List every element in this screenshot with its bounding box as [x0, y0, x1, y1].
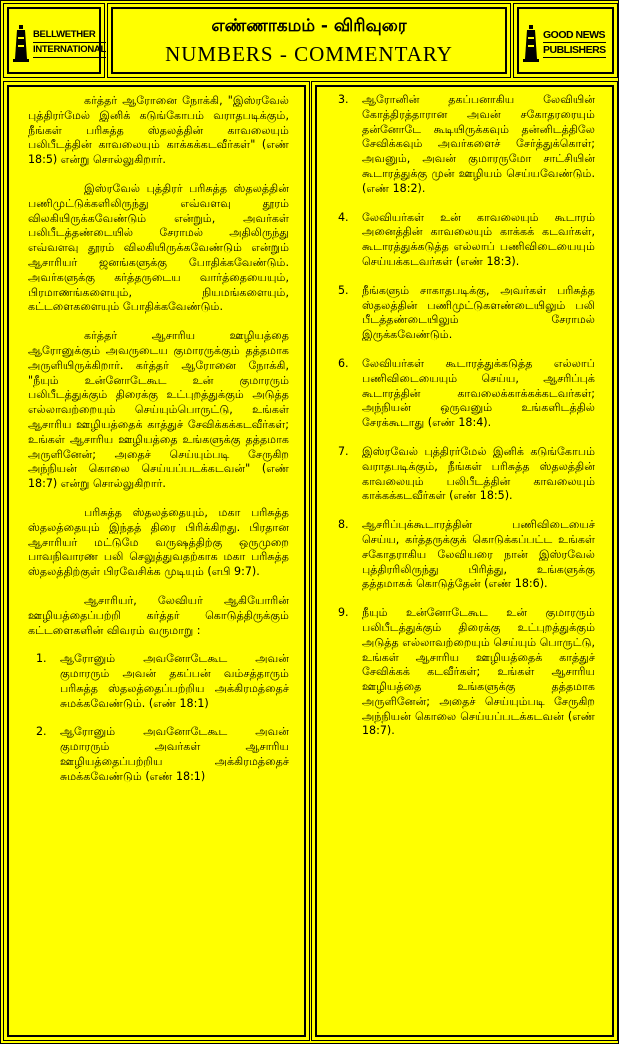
list-item-number: 4.: [338, 210, 349, 224]
good-news-line1: GOOD NEWS: [543, 28, 606, 41]
list-item-text: லேவியர்கள் கூடாரத்துக்கடுத்த எல்லாப் பணிவிடையையும் செய்ய, ஆசரிப்புக் கூடாரத்தின் காவலைக்காக்கக்கடவர்கள்; அந்நியன் ஒருவனும் உங்களிடத்தில் சேரக்கூடாது (எண் 18:4).: [362, 356, 595, 430]
list-item-text: ஆசரிப்புக்கூடாரத்தின் பணிவிடையைச் செய்ய, கர்த்தருக்குக் கொடுக்கப்பட்ட உங்கள் சகோதராகிய லேவியரை நான் இஸ்ரவேல் புத்திரரிலிருந்து பிரித்து, உங்களுக்கு தத்தமாகக் கொடுத்தேன் (எண் 18:6).: [362, 518, 595, 591]
list-item: [338, 211, 595, 270]
left-logo-box: [3, 3, 105, 78]
list-item: [338, 357, 595, 431]
paragraph: ஆசாரியர், லேவியர் ஆகியோரின் ஊழியத்தைப்பற்றி கர்த்தர் கொடுத்திருக்கும் கட்டளைகளின் விவரம் வருமாறு :: [28, 593, 289, 637]
list-item-number: 1.: [36, 652, 47, 666]
title-box: [107, 3, 511, 78]
paragraph: பரிசுத்த ஸ்தலத்தையும், மகா பரிசுத்த ஸ்தலத்தையும் இந்தத் திரை பிரிக்கிறது. பிரதான ஆசாரியர் மட்டுமே வருஷத்திற்கு ஒருமுறை பாவநிவாரண பலி செலுத்துவதற்காக மகா பரிசுத்த ஸ்தலத்திற்குள் பிரவேசிக்க முடியும் (எபி 9:7).: [28, 505, 289, 579]
header: [3, 3, 616, 78]
bellwether-logo: [12, 18, 106, 67]
lighthouse-icon: [522, 23, 540, 63]
list-item: [338, 93, 595, 197]
left-column-content: [28, 94, 289, 799]
list-item-number: 6.: [338, 356, 349, 370]
page-title-tamil: எண்ணாகமம் - விரிவுரை: [211, 16, 407, 36]
right-logo-box: [513, 3, 618, 78]
page-title-english: NUMBERS - COMMENTARY: [165, 42, 453, 66]
list-item: [338, 518, 595, 592]
duties-list-continued: [338, 93, 595, 739]
good-news-line2: PUBLISHERS: [543, 43, 606, 56]
left-column: [3, 81, 310, 1041]
list-item-number: 9.: [338, 606, 349, 620]
list-item: [338, 445, 595, 504]
list-item-text: லேவியர்கள் உன் காவலையும் கூடாரம் அனைத்தின் காவலையும் காக்கக் கடவர்கள், கூடாரத்துக்கடுத்த எல்லாப் பணிவிடையையும் செய்யக்கடவர்கள் (எண் 18:3).: [362, 210, 595, 268]
list-item: [338, 284, 595, 343]
list-item-number: 8.: [338, 518, 349, 532]
list-item-text: நீயும் உன்னோடேகூட உன் குமாரரும் பலிபீடத்துக்கும் திரைக்கு உட்புறத்துக்கும் அடுத்த எல்லாவற்றையும் செய்யும் பொருட்டு, உங்கள் ஆசாரிய ஊழியத்தைக் காத்துச் சேவிக்கக் கடவீர்கள்; உங்கள் ஆசாரிய ஊழியத்தை உங்களுக்கு தத்தமாக அருளினேன்; அதைச் செய்யும்படி சேருகிற அந்நியன் கொலை செய்யப்படக்கடவன் (எண் 18:7).: [362, 606, 595, 738]
list-item-number: 5.: [338, 283, 349, 297]
right-column: [311, 81, 618, 1041]
list-item-text: இஸ்ரவேல் புத்திரர்மேல் இனிக் கடுங்கோபம் வராதபடிக்கும், நீங்கள் பரிசுத்த ஸ்தலத்தின் காவலையும் பலிபீடத்தின் காவலையும் காக்கக்கடவீர்கள் (எண் 18:5).: [362, 444, 595, 503]
right-column-content: [338, 93, 595, 753]
list-item-text: நீங்களும் சாகாதபடிக்கு, அவர்கள் பரிசுத்த ஸ்தலத்தின் பணிமுட்டுகளண்டையிலும் பலி பீடத்தண்டையிலும் சேராமல் இருக்கவேண்டும்.: [362, 283, 595, 342]
list-item: [36, 725, 289, 784]
paragraph: கர்த்தர் ஆசாரிய ஊழியத்தை ஆரோனுக்கும் அவருடைய குமாரருக்கும் தத்தமாக அருளியிருக்கிறார். கர்த்தர் ஆரோனை நோக்கி, "நீயும் உன்னோடேகூட உன் குமாரரும் பலிபீடத்துக்கும் திரைக்கு உட்புறத்துக்கும் அடுத்த எல்லாவற்றையும் செய்யும்பொருட்டு, உங்கள் ஆசாரிய ஊழியத்தைக் காத்துச் சேவிக்கக்கடவீர்கள்; உங்கள் ஆசாரிய ஊழியத்தை உங்களுக்கு தத்தமாக அருளினேன்; அதைச் செய்யும்படி சேருகிற அந்நியன் கொலை செய்யப்படக்கடவன்" (எண் 18:7) என்று சொல்லுகிறார்.: [28, 329, 289, 491]
list-item-text: ஆரோனின் தகப்பனாகிய லேவியின் கோத்திரத்தாரான அவன் சகோதரரையும் தன்னோடே கூடியிருக்கவும் தன்னிடத்திலே சேவிக்கவும் அவர்களைச் சேர்த்துக்கொள்; அவனும், அவன் குமாரருமோ சாட்சியின் கூடாரத்துக்கு முன் ஊழியம் செய்யவேண்டும். (எண் 18:2).: [362, 93, 595, 195]
list-item-text: ஆரோனும் அவனோடேகூட அவன் குமாரரும் அவன் தகப்பன் வம்சத்தாரும் பரிசுத்த ஸ்தலத்தைப்பற்றிய அக்கிரமத்தைச் சுமக்கவேண்டும். (எண் 18:1): [60, 652, 289, 710]
bellwether-line2: INTERNATIONAL: [33, 43, 106, 58]
paragraph: கர்த்தர் ஆரோனை நோக்கி, "இஸ்ரவேல் புத்திரர்மேல் இனிக் கடுங்கோபம் வராதபடிக்கும், நீங்கள் பரிசுத்த ஸ்தலத்தின் காவலையும் பலிபீடத்தின் காவலையும் காக்கக்கடவீர்கள்" (எண் 18:5) என்று சொல்லுகிறார்.: [28, 94, 289, 167]
list-item-number: 7.: [338, 444, 349, 458]
list-item: [36, 652, 289, 711]
list-item: [338, 606, 595, 739]
duties-list: [36, 652, 289, 784]
good-news-logo: [522, 18, 611, 67]
list-item-number: 3.: [338, 93, 349, 106]
list-item-number: 2.: [36, 725, 47, 739]
lighthouse-icon: [12, 23, 30, 63]
bellwether-line1: BELLWETHER: [33, 28, 106, 43]
paragraph: இஸ்ரவேல் புத்திரர் பரிசுத்த ஸ்தலத்தின் பணிமுட்டுக்களிலிருந்து எவ்வளவு தூரம் விலகியிருக்கவேண்டும் என்றும், அவர்கள் பலிபீடத்தண்டையில் சேராமல் அதிலிருந்து எவ்வளவு தூரம் விலகியிருக்கவேண்டும் என்றும் ஆசாரியர் ஜனங்களுக்கு போதிக்கவேண்டும். அவர்களுக்கு கர்த்தருடைய வார்த்தையையும், பிரமாணங்களையும், நியமங்களையும், கட்டளைகளையும் போதிக்கவேண்டும்.: [28, 181, 289, 314]
list-item-text: ஆரோனும் அவனோடேகூட அவன் குமாரரும் அவர்கள் ஆசாரிய ஊழியத்தைப்பற்றிய அக்கிரமத்தைச் சுமக்கவேண்டும் (எண் 18:1): [60, 725, 289, 783]
